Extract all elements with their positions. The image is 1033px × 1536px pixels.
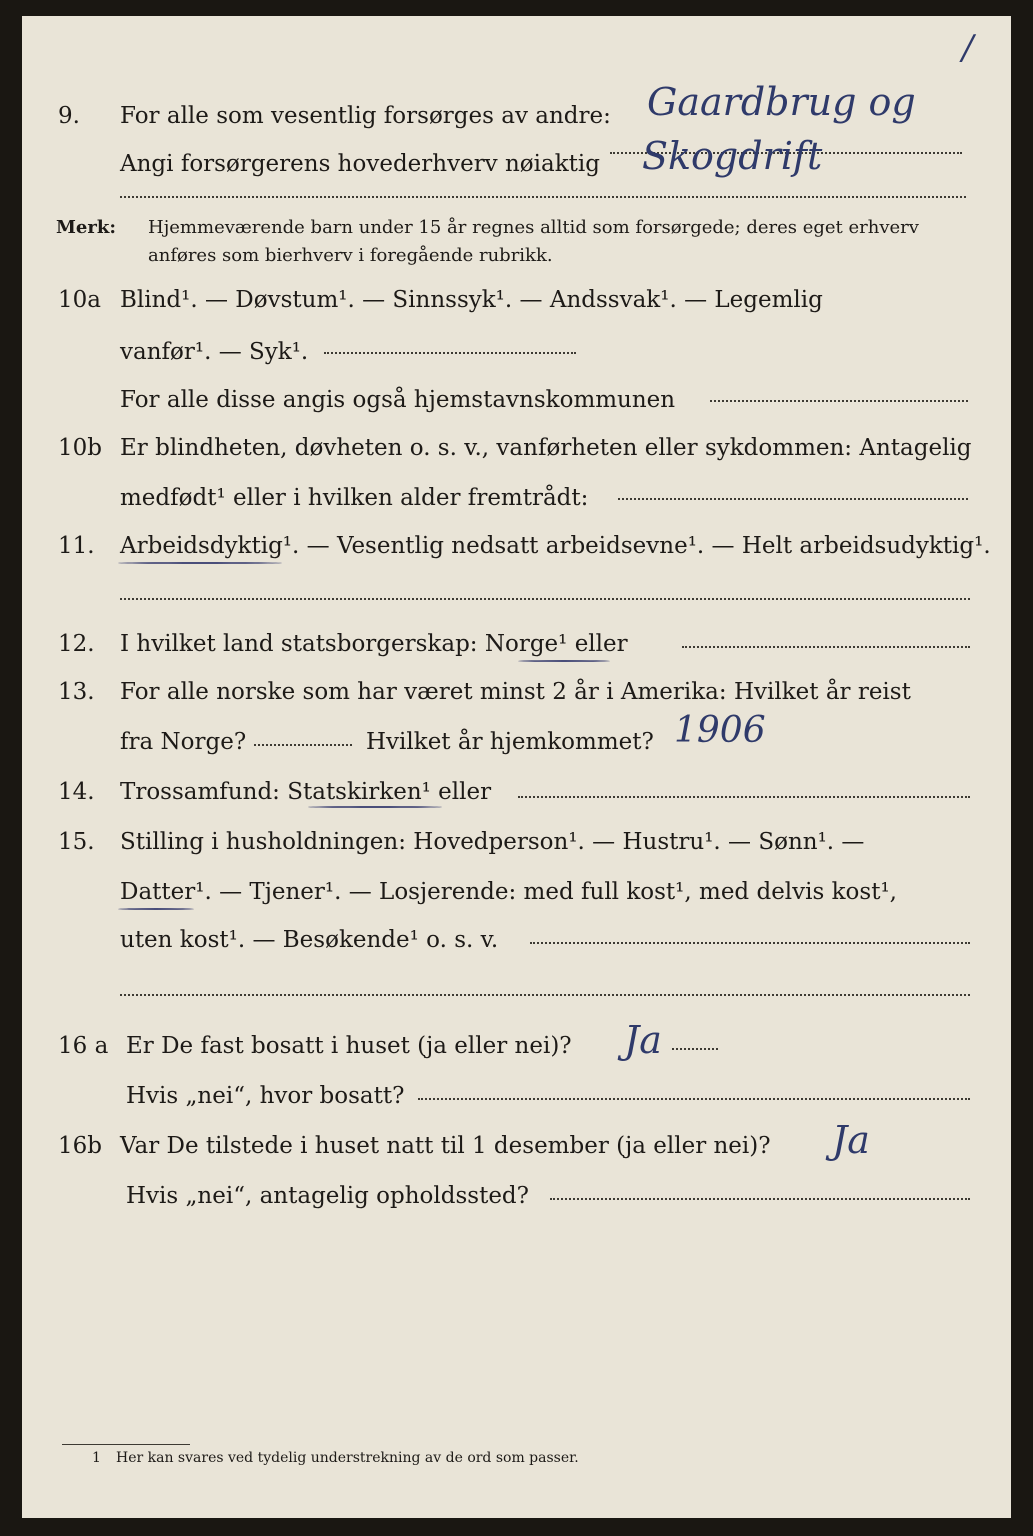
question-13-line-2 (22, 722, 1011, 762)
census-form-page (22, 16, 1011, 1518)
question-16b-line-2 (22, 1176, 1011, 1216)
answer-line (710, 400, 968, 402)
question-text: medfødt¹ eller i hvilken alder fremtrådt: (120, 485, 589, 511)
question-number: 9. (58, 103, 80, 129)
question-16a-line-1 (22, 1026, 1011, 1066)
footnote-text: Her kan svares ved tydelig understrekning av de ord som passer. (116, 1450, 579, 1466)
question-number: 13. (58, 679, 95, 705)
answer-line (120, 598, 970, 600)
answer-line (682, 646, 970, 648)
question-text: Er blindheten, døvheten o. s. v., vanførheten eller sykdommen: Antagelig (120, 435, 972, 461)
merk-text: anføres som bierhverv i foregående rubrikk. (148, 245, 553, 266)
question-text: Datter¹. — Tjener¹. — Losjerende: med full kost¹, med delvis kost¹, (120, 879, 897, 905)
answer-line (672, 1048, 718, 1050)
question-15-line-3 (22, 920, 1011, 960)
answer-line (618, 498, 968, 500)
question-10a-line-1 (22, 280, 1011, 320)
question-text: Arbeidsdyktig¹. — Vesentlig nedsatt arbeidsevne¹. — Helt arbeidsudyktig¹. (120, 533, 991, 559)
answer-line (120, 994, 970, 996)
answer-line (418, 1098, 970, 1100)
question-text: I hvilket land statsborgerskap: Norge¹ eller (120, 631, 628, 657)
question-10b-line-1 (22, 428, 1011, 468)
question-text: vanfør¹. — Syk¹. (120, 339, 309, 365)
question-11-line-1 (22, 526, 1011, 566)
merk-note-line-2 (22, 242, 1011, 282)
question-number: 16 a (58, 1033, 109, 1059)
handwritten-underline (518, 660, 610, 662)
question-text: Er De fast bosatt i huset (ja eller nei)? (126, 1033, 572, 1059)
question-text: uten kost¹. — Besøkende¹ o. s. v. (120, 927, 499, 953)
question-15-line-2 (22, 872, 1011, 912)
answer-line (518, 796, 970, 798)
answer-16b: Ja (832, 1118, 870, 1162)
question-text: Hvis „nei“, hvor bosatt? (126, 1083, 405, 1109)
merk-label: Merk: (56, 217, 116, 238)
footnote-mark: 1 (92, 1450, 101, 1466)
question-13-line-1 (22, 672, 1011, 712)
question-number: 12. (58, 631, 95, 657)
handwritten-underline (308, 806, 442, 808)
answer-line (550, 1198, 970, 1200)
question-number: 14. (58, 779, 95, 805)
footnote (22, 1438, 1011, 1478)
answer-line (530, 942, 970, 944)
answer-16a: Ja (624, 1018, 662, 1062)
question-text: Blind¹. — Døvstum¹. — Sinnssyk¹. — Andssvak¹. — Legemlig (120, 287, 823, 313)
question-text: For alle norske som har været minst 2 år i Amerika: Hvilket år reist (120, 679, 911, 705)
question-text: For alle disse angis også hjemstavnskommunen (120, 387, 676, 413)
question-16a-line-2 (22, 1076, 1011, 1116)
question-number: 10b (58, 435, 102, 461)
handwritten-underline (118, 562, 282, 564)
handwritten-underline (118, 908, 194, 910)
question-number: 15. (58, 829, 95, 855)
question-number: 16b (58, 1133, 102, 1159)
question-text: Hvis „nei“, antagelig opholdssted? (126, 1183, 529, 1209)
question-12-line-1 (22, 624, 1011, 664)
question-number: 10a (58, 287, 101, 313)
corner-mark: / (962, 28, 974, 68)
question-14-line-1 (22, 772, 1011, 812)
answer-line (254, 744, 352, 746)
question-15-line-1 (22, 822, 1011, 862)
question-text: For alle som vesentlig forsørges av andre: (120, 103, 611, 129)
answer-9-line-1: Gaardbrug og (647, 80, 916, 124)
answer-13-year: 1906 (674, 710, 766, 751)
question-text: Trossamfund: Statskirken¹ eller (120, 779, 492, 805)
question-text: Var De tilstede i huset natt til 1 desember (ja eller nei)? (120, 1133, 771, 1159)
question-text: Hvilket år hjemkommet? (366, 729, 654, 755)
question-9-line-2 (22, 144, 1011, 184)
question-text: Angi forsørgerens hovederhverv nøiaktig (120, 151, 600, 177)
answer-line (120, 196, 966, 198)
question-text: Stilling i husholdningen: Hovedperson¹. — Hustru¹. — Sønn¹. — (120, 829, 865, 855)
question-text: fra Norge? (120, 729, 247, 755)
merk-text: Hjemmeværende barn under 15 år regnes alltid som forsørgede; deres eget erhverv (148, 217, 919, 238)
answer-line (324, 352, 576, 354)
question-number: 11. (58, 533, 95, 559)
answer-9-line-2: Skogdrift (642, 134, 823, 178)
